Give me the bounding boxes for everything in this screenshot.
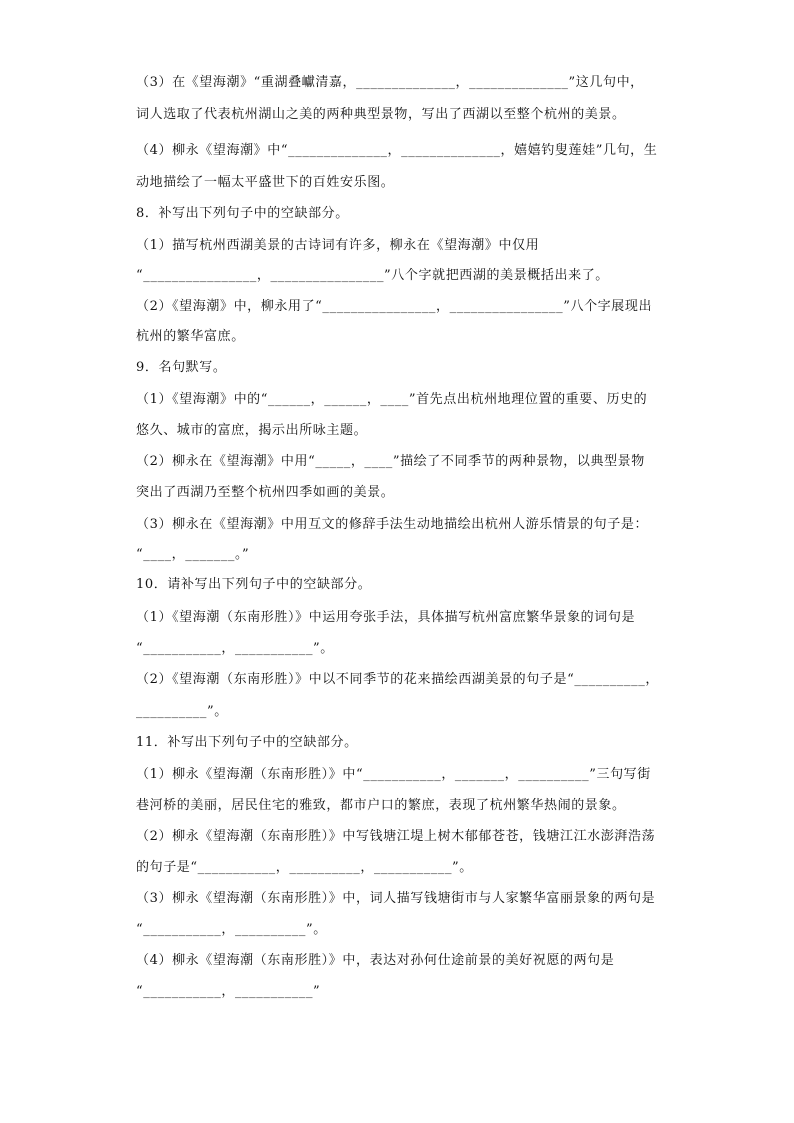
q10-2-line-2: __________”。 <box>136 704 228 719</box>
q8-2-line-1: （2）《望海潮》中，柳永用了“________________，________________”八个字展现出 <box>136 299 653 314</box>
q7-4-line-1: （4）柳永《望海潮》中“______________，______________，嬉嬉钓叟莲娃”几句，生 <box>136 143 658 158</box>
q9-heading: 9．名句默写。 <box>136 360 227 375</box>
q11-1-line-1: （1）柳永《望海潮（东南形胜）》中“___________，_______，__________”三句写街 <box>136 767 651 782</box>
q10-1-line-1: （1）《望海潮（东南形胜）》中运用夸张手法，具体描写杭州富庶繁华景象的词句是 <box>136 610 636 625</box>
q7-3-line-2: 词人选取了代表杭州湖山之美的两种典型景物，写出了西湖以至整个杭州的美景。 <box>136 107 626 122</box>
q9-3-line-1: （3）柳永在《望海潮》中用互文的修辞手法生动地描绘出杭州人游乐情景的句子是： <box>136 517 649 532</box>
q11-4-line-2: “___________，___________” <box>136 984 321 999</box>
q9-1-line-1: （1）《望海潮》中的“______，______，____”首先点出杭州地理位置的重要、历史的 <box>136 392 648 407</box>
q10-1-line-2: “___________，___________”。 <box>136 641 334 656</box>
q8-2-line-2: 杭州的繁华富庶。 <box>136 329 245 344</box>
q11-heading: 11．补写出下列句子中的空缺部分。 <box>136 735 358 750</box>
q7-4-line-2: 动地描绘了一幅太平盛世下的百姓安乐图。 <box>136 175 395 190</box>
q11-2-line-1: （2）柳永《望海潮（东南形胜）》中写钱塘江堤上树木郁郁苍苍，钱塘江江水澎湃浩荡 <box>136 829 656 844</box>
q8-1-line-1: （1）描写杭州西湖美景的古诗词有许多，柳永在《望海潮》中仅用 <box>136 238 540 253</box>
q11-1-line-2: 巷河桥的美丽，居民住宅的雅致，都市户口的繁庶，表现了杭州繁华热闹的景象。 <box>136 798 626 813</box>
q10-heading: 10．请补写出下列句子中的空缺部分。 <box>136 577 372 592</box>
q11-3-line-2: “___________，__________”。 <box>136 922 327 937</box>
q11-4-line-1: （4）柳永《望海潮（东南形胜）》中，表达对孙何仕途前景的美好祝愿的两句是 <box>136 953 615 968</box>
q9-2-line-1: （2）柳永在《望海潮》中用“_____，____”描绘了不同季节的两种景物，以典型景物 <box>136 454 645 469</box>
q9-1-line-2: 悠久、城市的富庶，揭示出所咏主题。 <box>136 423 368 438</box>
q10-2-line-1: （2）《望海潮（东南形胜）》中以不同季节的花来描绘西湖美景的句子是“__________， <box>136 672 659 687</box>
q7-3-line-1: （3）在《望海潮》“重湖叠巘清嘉，______________，______________”这几句中， <box>136 75 644 90</box>
q11-3-line-1: （3）柳永《望海潮（东南形胜）》中，词人描写钱塘街市与人家繁华富丽景象的两句是 <box>136 891 656 906</box>
q9-3-line-2: “____，_______。” <box>136 547 250 562</box>
q9-2-line-2: 突出了西湖乃至整个杭州四季如画的美景。 <box>136 485 395 500</box>
q8-1-line-2: “________________，________________”八个字就把西湖的美景概括出来了。 <box>136 268 609 283</box>
q8-heading: 8．补写出下列句子中的空缺部分。 <box>136 206 349 221</box>
q11-2-line-2: 的句子是“___________，__________，___________”。 <box>136 860 473 875</box>
